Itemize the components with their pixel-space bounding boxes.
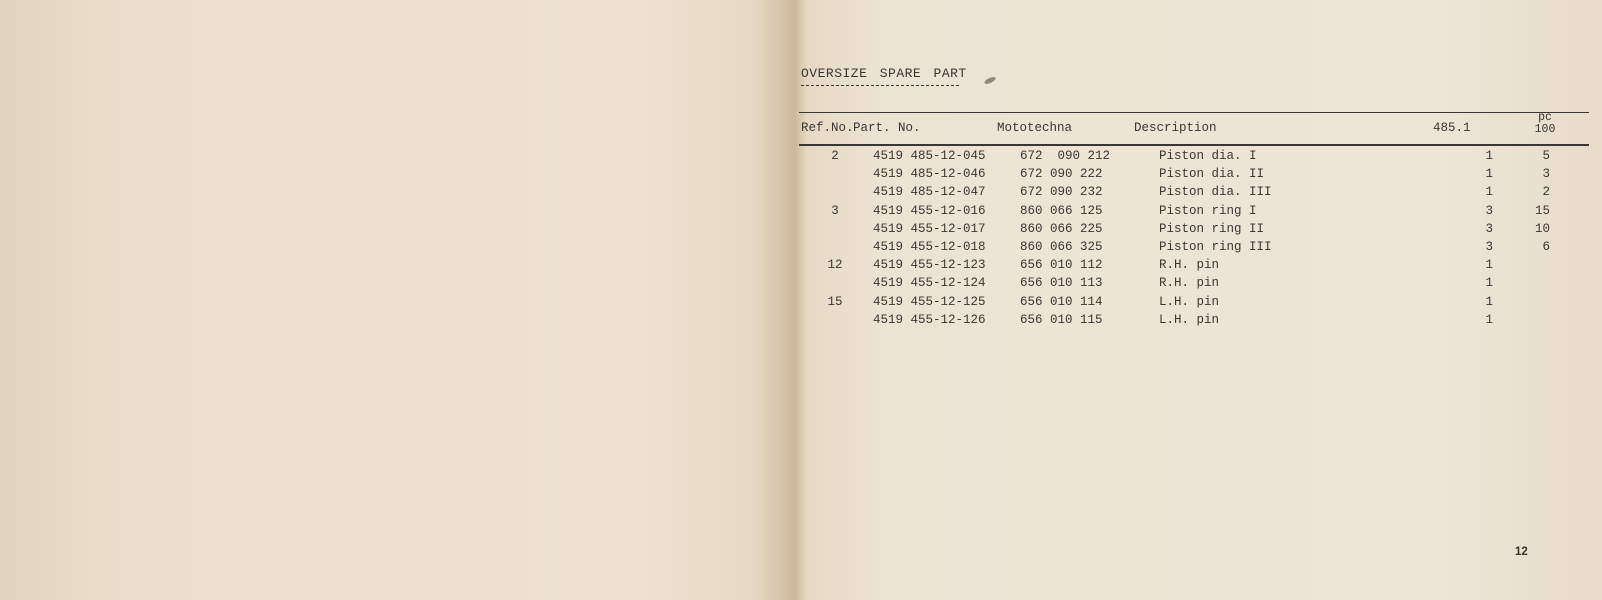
qty-cell: 1 bbox=[1485, 312, 1493, 327]
ref-no-cell: 3 bbox=[831, 203, 839, 218]
table-header-rule bbox=[799, 144, 1589, 146]
description-cell: L.H. pin bbox=[1159, 312, 1220, 327]
qty-cell: 3 bbox=[1485, 203, 1493, 218]
qty-cell: 1 bbox=[1485, 294, 1493, 309]
pc-per-100-cell: 15 bbox=[1534, 203, 1550, 218]
table-row bbox=[795, 148, 1602, 166]
table-row bbox=[795, 239, 1602, 257]
title-underline bbox=[801, 85, 959, 86]
qty-cell: 1 bbox=[1485, 258, 1493, 273]
mototechna-cell: 656 010 113 bbox=[1020, 276, 1103, 291]
header-description: Description bbox=[1134, 121, 1217, 135]
header-100: 100 bbox=[1534, 123, 1556, 136]
table-row bbox=[795, 312, 1602, 330]
mototechna-cell: 672 090 232 bbox=[1020, 185, 1103, 200]
part-no-cell: 4519 455-12-018 bbox=[873, 239, 986, 254]
description-cell: R.H. pin bbox=[1159, 258, 1220, 273]
header-part-no: Part. No. bbox=[853, 121, 921, 135]
table-row bbox=[795, 275, 1602, 293]
description-cell: Piston dia. I bbox=[1159, 149, 1257, 163]
qty-cell: 3 bbox=[1485, 221, 1493, 236]
mototechna-cell: 656 010 112 bbox=[1020, 258, 1103, 273]
description-cell: R.H. pin bbox=[1159, 276, 1220, 291]
table-row bbox=[795, 166, 1602, 184]
page-number: 12 bbox=[1515, 546, 1528, 558]
mototechna-cell: 656 010 114 bbox=[1020, 294, 1103, 309]
part-no-cell: 4519 485-12-046 bbox=[873, 167, 986, 182]
header-ref-no: Ref.No. bbox=[801, 121, 854, 135]
description-cell: Piston ring III bbox=[1159, 239, 1272, 254]
qty-cell: 1 bbox=[1485, 167, 1493, 182]
ref-no-cell: 15 bbox=[827, 294, 843, 309]
header-qty: 485.1 bbox=[1433, 121, 1471, 135]
table-row bbox=[795, 294, 1602, 312]
mototechna-cell: 656 010 115 bbox=[1020, 312, 1103, 327]
pc-per-100-cell: 6 bbox=[1542, 239, 1550, 254]
part-no-cell: 4519 455-12-016 bbox=[873, 203, 986, 218]
pc-per-100-cell: 5 bbox=[1542, 149, 1550, 163]
pc-per-100-cell: 3 bbox=[1542, 167, 1550, 182]
pc-per-100-cell: 2 bbox=[1542, 185, 1550, 200]
ref-no-cell: 2 bbox=[831, 149, 839, 163]
table-row bbox=[795, 184, 1602, 202]
description-cell: Piston dia. II bbox=[1159, 167, 1265, 182]
part-no-cell: 4519 455-12-017 bbox=[873, 221, 986, 236]
right-page bbox=[795, 0, 1602, 600]
part-no-cell: 4519 455-12-126 bbox=[873, 312, 986, 327]
description-cell: Piston ring II bbox=[1159, 221, 1265, 236]
mototechna-cell: 672 090 212 bbox=[1020, 149, 1111, 163]
header-pc-per-100 bbox=[1530, 112, 1560, 136]
left-page-blank bbox=[0, 0, 793, 600]
qty-cell: 1 bbox=[1485, 185, 1493, 200]
part-no-cell: 4519 455-12-124 bbox=[873, 276, 986, 291]
part-no-cell: 4519 485-12-045 bbox=[873, 149, 986, 163]
header-mototechna: Mototechna bbox=[997, 121, 1073, 135]
qty-cell: 1 bbox=[1485, 149, 1493, 163]
mototechna-cell: 860 066 225 bbox=[1020, 221, 1103, 236]
description-cell: Piston ring I bbox=[1159, 203, 1257, 218]
mototechna-cell: 860 066 125 bbox=[1020, 203, 1103, 218]
table-top-rule bbox=[799, 112, 1589, 113]
part-no-cell: 4519 485-12-047 bbox=[873, 185, 986, 200]
part-no-cell: 4519 455-12-125 bbox=[873, 294, 986, 309]
pc-per-100-cell: 10 bbox=[1534, 221, 1550, 236]
qty-cell: 1 bbox=[1485, 276, 1493, 291]
header-pc: pc bbox=[1538, 111, 1552, 124]
page-title: OVERSIZE SPARE PART bbox=[801, 66, 967, 81]
table-row bbox=[795, 257, 1602, 275]
description-cell: L.H. pin bbox=[1159, 294, 1220, 309]
ref-no-cell: 12 bbox=[827, 258, 843, 273]
part-no-cell: 4519 455-12-123 bbox=[873, 258, 986, 273]
table-row bbox=[795, 221, 1602, 239]
table-row bbox=[795, 203, 1602, 221]
description-cell: Piston dia. III bbox=[1159, 185, 1272, 200]
mototechna-cell: 672 090 222 bbox=[1020, 167, 1103, 182]
mototechna-cell: 860 066 325 bbox=[1020, 239, 1103, 254]
qty-cell: 3 bbox=[1485, 239, 1493, 254]
parts-table-body bbox=[795, 148, 1602, 330]
ink-mark bbox=[984, 76, 997, 86]
